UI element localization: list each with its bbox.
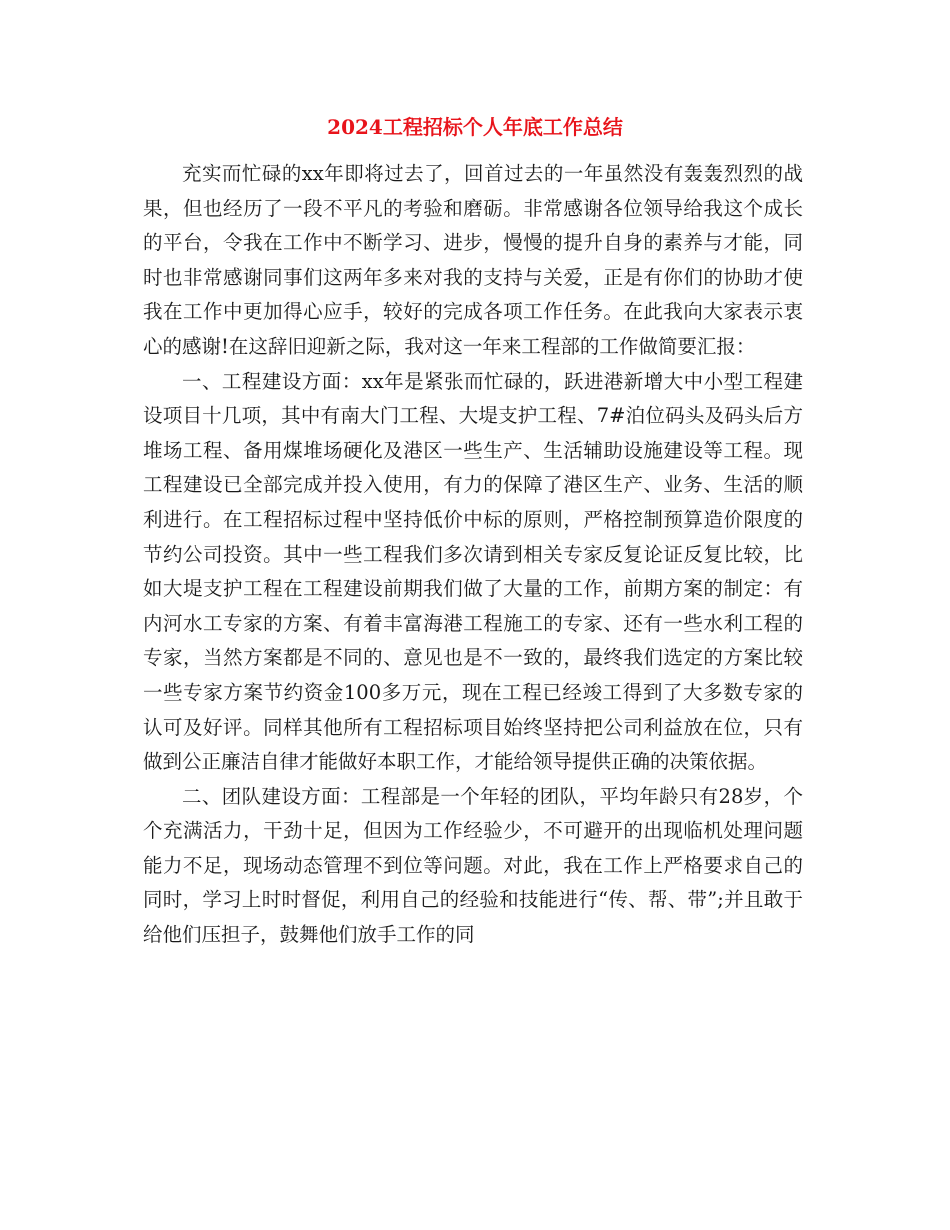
paragraph-team-building: 二、团队建设方面：工程部是一个年轻的团队，平均年龄只有28岁，个个充满活力，干劲十足，但因为工作经验少，不可避开的出现临机处理问题能力不足，现场动态管理不到位等问题。对此，我在工作上严格要求自己的同时，学习上时时督促，利用自己的经验和技能进行“传、帮、带”;并且敢于给他们压担子，鼓舞他们放手工作的同: [143, 784, 803, 947]
paragraph-intro: 充实而忙碌的xx年即将过去了，回首过去的一年虽然没有轰轰烈烈的战果，但也经历了一段不平凡的考验和磨砺。非常感谢各位领导给我这个成长的平台，令我在工作中不断学习、进步，慢慢的提升自身的素养与才能，同时也非常感谢同事们这两年多来对我的支持与关爱，正是有你们的协助才使我在工作中更加得心应手，较好的完成各项工作任务。在此我向大家表示衷心的感谢!在这辞旧迎新之际，我对这一年来工程部的工作做简要汇报：: [143, 162, 803, 358]
paragraph-engineering-construction: 一、工程建设方面：xx年是紧张而忙碌的，跃进港新增大中小型工程建设项目十几项，其中有南大门工程、大堤支护工程、7#泊位码头及码头后方堆场工程、备用煤堆场硬化及港区一些生产、生活辅助设施建设等工程。现工程建设已全部完成并投入使用，有力的保障了港区生产、业务、生活的顺利进行。在工程招标过程中坚持低价中标的原则，严格控制预算造价限度的节约公司投资。其中一些工程我们多次请到相关专家反复论证反复比较，比如大堤支护工程在工程建设前期我们做了大量的工作，前期方案的制定：有内河水工专家的方案、有着丰富海港工程施工的专家、还有一些水利工程的专家，当然方案都是不同的、意见也是不一致的，最终我们选定的方案比较一些专家方案节约资金100多万元，现在工程已经竣工得到了大多数专家的认可及好评。同样其他所有工程招标项目始终坚持把公司利益放在位，只有做到公正廉洁自律才能做好本职工作，才能给领导提供正确的决策依据。: [143, 369, 803, 774]
document-body: [143, 157, 803, 953]
document-title: 2024工程招标个人年底工作总结: [327, 115, 623, 139]
